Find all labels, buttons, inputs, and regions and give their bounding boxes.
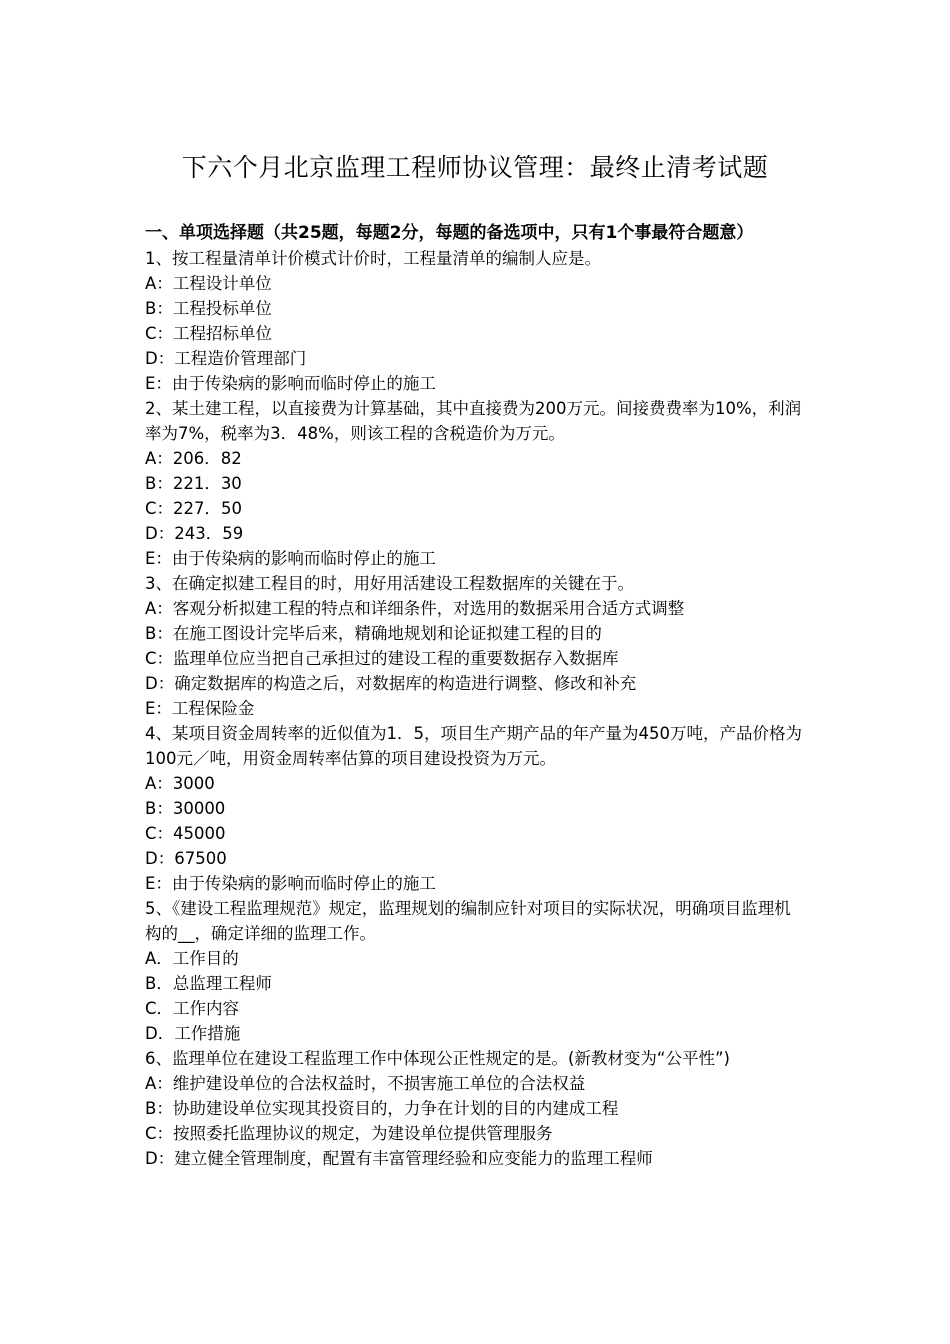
option: D．工作措施: [145, 1024, 241, 1043]
question-2: 2、某土建工程，以直接费为计算基础，其中直接费为200万元。间接费费率为10%，利润率为7%，税率为3．48%，则该工程的含税造价为万元。: [145, 399, 802, 443]
option: E：由于传染病的影响而临时停止的施工: [145, 874, 436, 893]
option: A：工程设计单位: [145, 274, 272, 293]
option: A：3000: [145, 774, 215, 793]
option: D：67500: [145, 849, 227, 868]
option: D：建立健全管理制度，配置有丰富管理经验和应变能力的监理工程师: [145, 1149, 653, 1168]
option: C：按照委托监理协议的规定，为建设单位提供管理服务: [145, 1124, 553, 1143]
option: D：243．59: [145, 524, 244, 543]
option: B．总监理工程师: [145, 974, 272, 993]
option: B：221．30: [145, 474, 242, 493]
option: B：30000: [145, 799, 226, 818]
question-4: 4、某项目资金周转率的近似值为1．5，项目生产期产品的年产量为450万吨，产品价格为100元／吨，用资金周转率估算的项目建设投资为万元。: [145, 724, 802, 768]
option: E：由于传染病的影响而临时停止的施工: [145, 549, 436, 568]
question-1: 1、按工程量清单计价模式计价时，工程量清单的编制人应是。: [145, 249, 601, 268]
option: A．工作目的: [145, 949, 239, 968]
option: C：227．50: [145, 499, 243, 518]
option: A：206．82: [145, 449, 242, 468]
option: C：监理单位应当把自己承担过的建设工程的重要数据存入数据库: [145, 649, 619, 668]
option: B：协助建设单位实现其投资目的，力争在计划的目的内建成工程: [145, 1099, 619, 1118]
option: A：客观分析拟建工程的特点和详细条件，对选用的数据采用合适方式调整: [145, 599, 685, 618]
question-3: 3、在确定拟建工程目的时，用好用活建设工程数据库的关键在于。: [145, 574, 634, 593]
section-heading: 一、单项选择题（共25题，每题2分，每题的备选项中，只有1个事最符合题意）: [145, 223, 754, 243]
option: C：工程招标单位: [145, 324, 273, 343]
document-body: [145, 221, 805, 1171]
option: D：工程造价管理部门: [145, 349, 307, 368]
option: B：在施工图设计完毕后来，精确地规划和论证拟建工程的目的: [145, 624, 602, 643]
option: B：工程投标单位: [145, 299, 272, 318]
question-5: 5、《建设工程监理规范》规定，监理规划的编制应针对项目的实际状况，明确项目监理机构的__，确定详细的监理工作。: [145, 899, 791, 943]
option: C：45000: [145, 824, 226, 843]
option: A：维护建设单位的合法权益时，不损害施工单位的合法权益: [145, 1074, 586, 1093]
option: C．工作内容: [145, 999, 240, 1018]
option: E：由于传染病的影响而临时停止的施工: [145, 374, 436, 393]
option: D：确定数据库的构造之后，对数据库的构造进行调整、修改和补充: [145, 674, 637, 693]
option: E：工程保险金: [145, 699, 255, 718]
question-6: 6、监理单位在建设工程监理工作中体现公正性规定的是。(新教材变为“公平性”): [145, 1049, 730, 1068]
document-title: 下六个月北京监理工程师协议管理：最终止清考试题: [181, 153, 769, 182]
